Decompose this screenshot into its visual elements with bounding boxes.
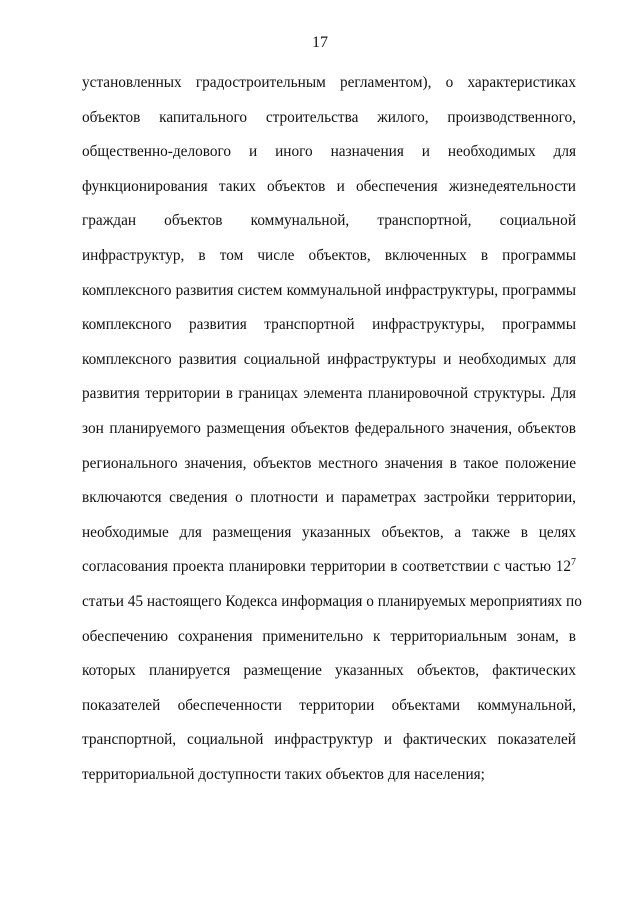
page-number: 17 [312, 34, 328, 51]
text-line: комплексного развития транспортной инфраструктуры, программы [82, 316, 576, 334]
text-line: объектов капитального строительства жилого, производственного, [82, 108, 576, 126]
text-line: инфраструктур, в том числе объектов, включенных в программы [82, 246, 576, 264]
text-line: статьи 45 настоящего Кодекса информация о планируемых мероприятиях по [82, 592, 582, 610]
text-line: общественно-делового и иного назначения и необходимых для [82, 143, 576, 161]
text-line: зон планируемого размещения объектов федерального значения, объектов [82, 419, 576, 437]
text-line: граждан объектов коммунальной, транспортной, социальной [82, 212, 576, 230]
text-line: регионального значения, объектов местного значения в такое положение [82, 454, 576, 472]
text-line: функционирования таких объектов и обеспечения жизнедеятельности [82, 177, 576, 195]
text-line: которых планируется размещение указанных объектов, фактических [82, 662, 576, 680]
text-line: развития территории в границах элемента планировочной структуры. Для [82, 385, 576, 403]
text-line: обеспечению сохранения применительно к территориальным зонам, в [82, 627, 576, 645]
text-line: показателей обеспеченности территории объектами коммунальной, [82, 696, 576, 714]
superscript: 7 [571, 557, 576, 569]
text-line: комплексного развития систем коммунальной инфраструктуры, программы [82, 281, 576, 299]
body-text [82, 66, 582, 792]
line-text: согласования проекта планировки территории в соответствии с частью 12 [82, 558, 571, 576]
text-line: транспортной, социальной инфраструктур и фактических показателей [82, 731, 576, 749]
text-line-last: территориальной доступности таких объектов для населения; [82, 765, 485, 783]
text-line-with-superscript [82, 550, 576, 585]
text-line: включаются сведения о плотности и параметрах застройки территории, [82, 489, 576, 507]
text-line: необходимые для размещения указанных объектов, а также в целях [82, 523, 576, 541]
text-line: установленных градостроительным регламентом), о характеристиках [82, 74, 576, 91]
text-line: комплексного развития социальной инфраструктуры и необходимых для [82, 350, 576, 368]
